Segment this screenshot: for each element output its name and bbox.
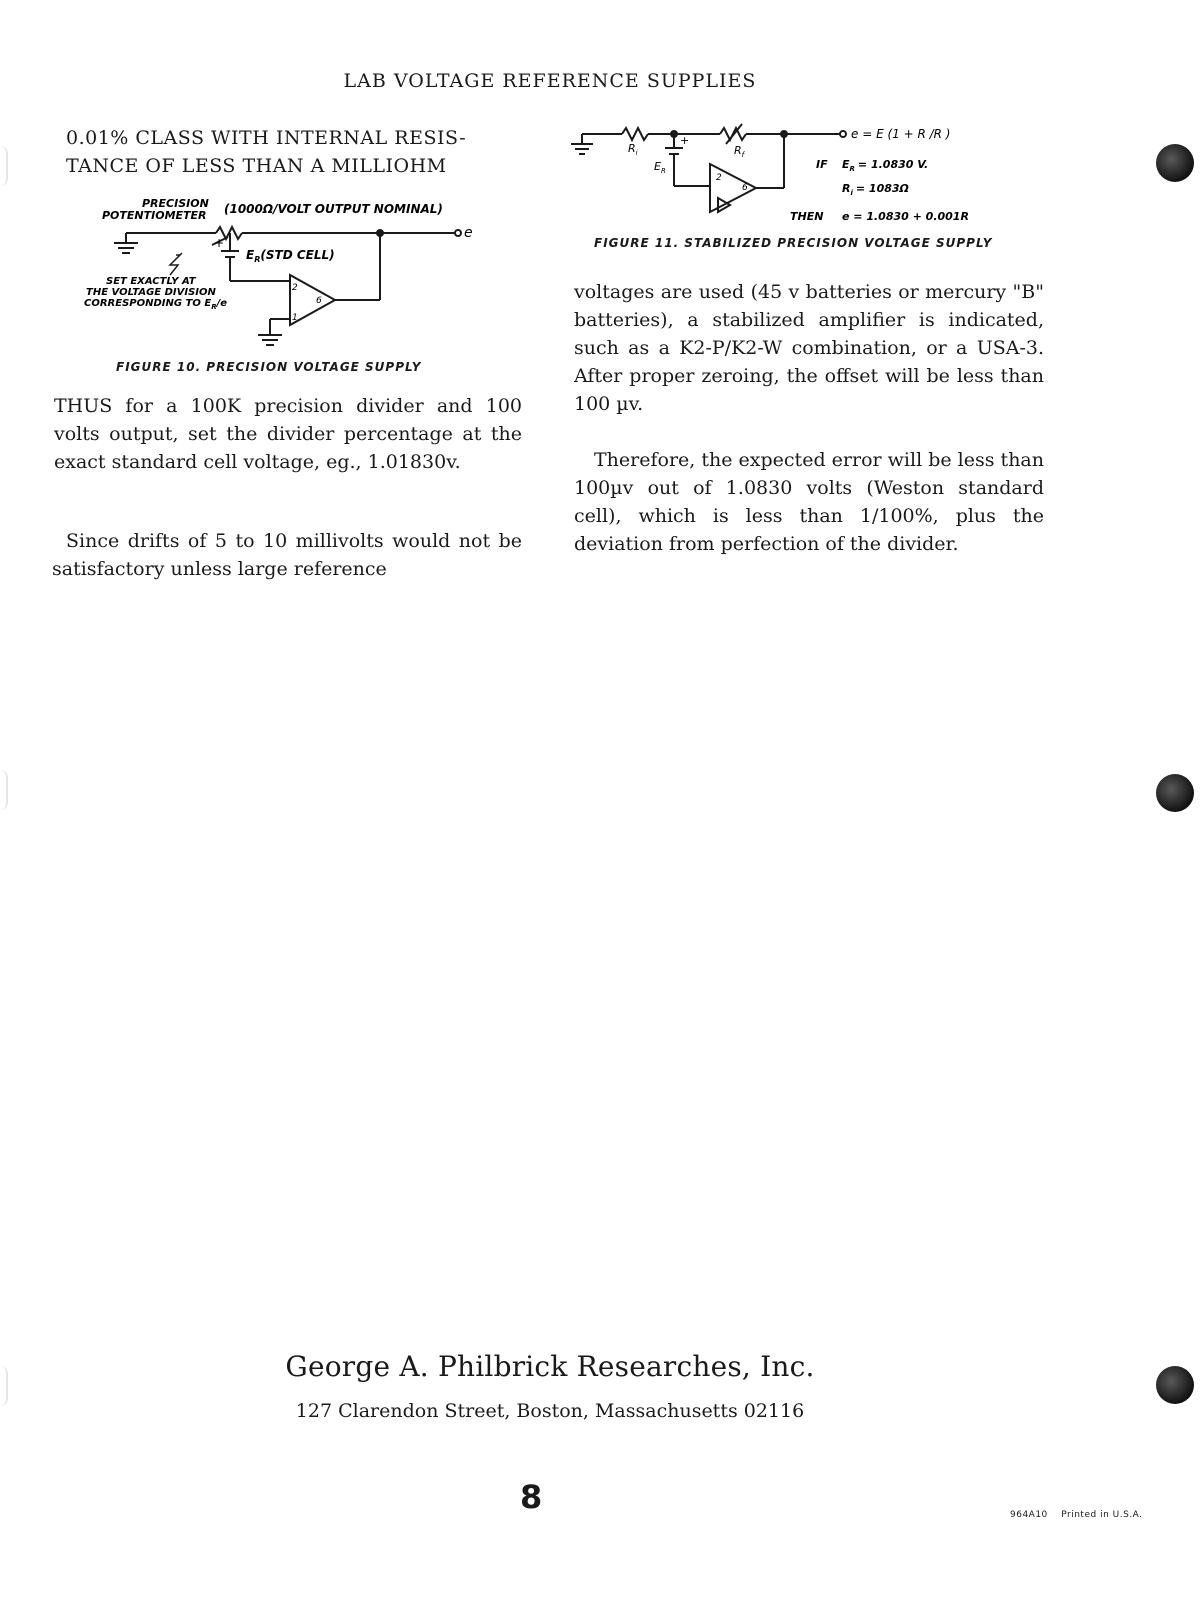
- fig11-label-rf: $R_f$: [734, 144, 745, 159]
- printed-in: Printed in U.S.A.: [1061, 1510, 1143, 1520]
- fig10-label-set-1: SET EXACTLY AT: [106, 276, 196, 287]
- print-code: 964A10: [1010, 1510, 1048, 1520]
- fig10-label-precision: PRECISION: [142, 197, 209, 210]
- fig11-eq-then-val: e = 1.0830 + 0.001R: [842, 210, 969, 223]
- right-paragraph-2: Therefore, the expected error will be less than 100µv out of 1.0830 volts (Weston standard cell), which is less than 1/100%, plus the deviation from perfection of the divider.: [574, 449, 1044, 555]
- fig11-eq-ri: $R_i = 1083\Omega$: [842, 182, 909, 197]
- figure-11-schematic: [570, 118, 1040, 228]
- left-paragraph-1: THUS for a 100K precision divider and 100 volts output, set the divider percentage at the exact standard cell voltage, eg., 1.01830v.: [54, 395, 522, 473]
- binder-hole-bottom-icon: [1156, 1366, 1194, 1404]
- fig11-eq-er: $E_R = 1.0830$ V.: [842, 158, 929, 173]
- figure-11-caption: FIGURE 11. STABILIZED PRECISION VOLTAGE SUPPLY: [594, 236, 993, 250]
- company-name: George A. Philbrick Researches, Inc.: [285, 1350, 815, 1383]
- fig11-equation: e = E (1 + R /R ): [851, 127, 951, 141]
- section-heading-line-2: TANCE OF LESS THAN A MILLIOHM: [66, 155, 447, 177]
- fig10-label-ohms: (1000Ω/VOLT OUTPUT NOMINAL): [224, 202, 443, 216]
- figure-10-schematic: [80, 195, 520, 365]
- company-address: 127 Clarendon Street, Boston, Massachusetts 02116: [295, 1400, 805, 1422]
- fig11-plus: +: [680, 134, 690, 147]
- fig10-pin-6: 6: [316, 296, 322, 306]
- right-paragraph-1: voltages are used (45 v batteries or mercury "B" batteries), a stabilized amplifier is indicated, such as a K2-P/K2-W combination, or a USA-3. After proper zeroing, the offset will be less than 100 µv.: [574, 281, 1044, 415]
- fig11-pin-2: 2: [716, 173, 722, 183]
- left-paragraph-2: Since drifts of 5 to 10 millivolts would not be satisfactory unless large reference: [52, 530, 522, 580]
- fig11-eq-then: THEN: [790, 210, 824, 223]
- section-heading-line-1: 0.01% CLASS WITH INTERNAL RESIS-: [66, 127, 467, 149]
- fig10-pin-2: 2: [292, 283, 298, 293]
- fig10-label-output: e: [464, 225, 473, 241]
- fig11-label-er: $E_R$: [654, 160, 666, 175]
- fig10-label-potentiometer: POTENTIOMETER: [102, 209, 207, 222]
- fig11-label-ri: $R_i$: [628, 142, 638, 157]
- fig10-plus: +: [214, 236, 225, 250]
- binder-hole-top-icon: [1156, 144, 1194, 182]
- page-number: 8: [520, 1478, 543, 1516]
- left-edge-mark-middle-icon: [0, 770, 8, 810]
- fig11-eq-if: IF: [816, 158, 828, 171]
- binder-hole-middle-icon: [1156, 774, 1194, 812]
- print-info: [1010, 1510, 1143, 1520]
- fig10-label-set-3: CORRESPONDING TO $E_R/e$: [84, 298, 228, 311]
- fig10-pin-1: 1: [292, 313, 298, 323]
- page-header: LAB VOLTAGE REFERENCE SUPPLIES: [343, 70, 757, 92]
- fig10-label-set-2: THE VOLTAGE DIVISION: [86, 287, 216, 298]
- figure-10-caption: FIGURE 10. PRECISION VOLTAGE SUPPLY: [116, 360, 422, 374]
- left-edge-mark-top-icon: [0, 146, 8, 186]
- fig10-label-cell: $E_R(STD$ CELL): [246, 248, 335, 264]
- section-heading: [66, 124, 536, 180]
- fig11-pin-6: 6: [742, 183, 748, 193]
